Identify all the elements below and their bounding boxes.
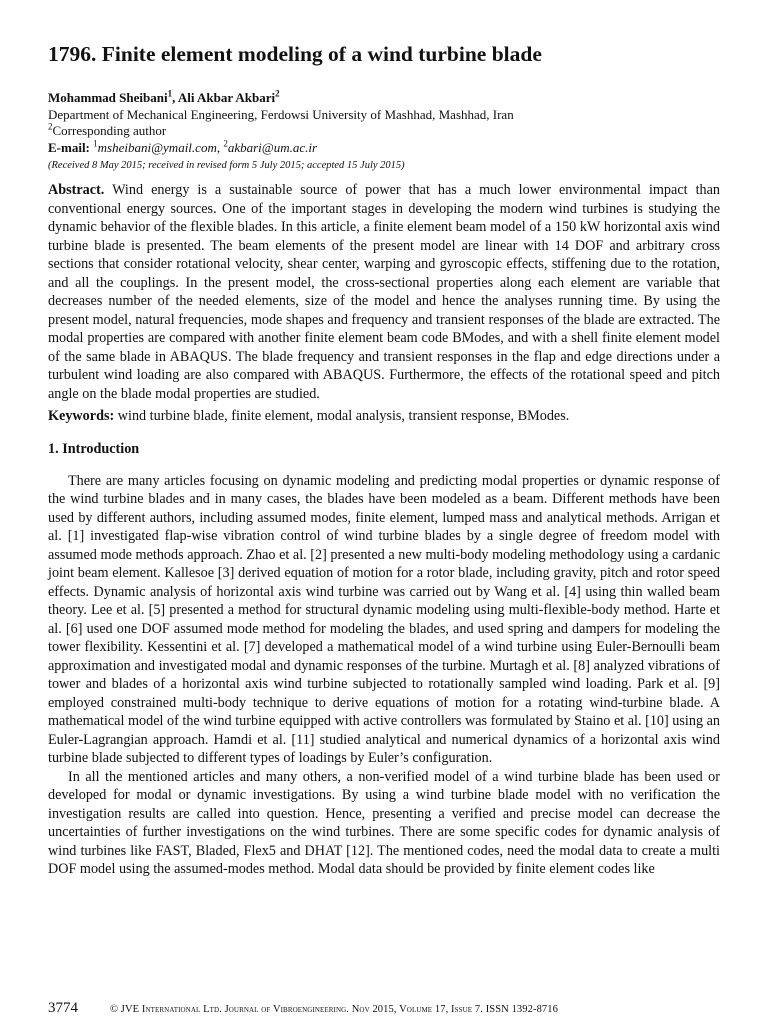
email-address[interactable]: msheibani@ymail.com xyxy=(97,139,217,155)
email-superscript: 1 xyxy=(93,138,98,149)
received-dates: (Received 8 May 2015; received in revised form 5 July 2015; accepted 15 July 2015) xyxy=(48,160,405,171)
email-line xyxy=(48,140,720,157)
email-separator: , xyxy=(216,139,224,155)
authors-line xyxy=(48,90,720,107)
corresponding-label: Corresponding author xyxy=(52,123,167,138)
body-paragraph: In all the mentioned articles and many others, a non-verified model of a wind turbine blade has been used or developed for modal or dynamic investigations. By using a wind turbine blade model with no verification the investigation results are called into question. Hence, presenting a verified and precise model can decrease the uncertainties of further investigations on the wind turbines. There are some specific codes for dynamic analysis of wind turbines like FAST, Bladed, Flex5 and DHAT [12]. The mentioned codes, need the modal data to create a multi DOF model using the assumed-modes method. Modal data should be provided by finite element codes like xyxy=(48,768,720,877)
author-name: Ali Akbar Akbari xyxy=(177,90,276,105)
corresponding-superscript: 2 xyxy=(48,121,53,132)
keywords-label: Keywords: xyxy=(48,408,115,424)
corresponding-author xyxy=(48,123,720,140)
author-separator: , xyxy=(172,90,178,105)
email-label: E-mail: xyxy=(48,139,90,155)
journal-citation: © JVE International Ltd. Journal of Vibroengineering. Nov 2015, Volume 17, Issue 7. ISSN 1392-8716 xyxy=(110,1004,558,1015)
page-footer xyxy=(48,1001,720,1019)
body-paragraph: There are many articles focusing on dynamic modeling and predicting modal properties or dynamic response of the wind turbine blades and in many cases, the blades have been modeled as a beam. Different methods have been used by different authors, including assumed modes, finite element, lumped mass and analytical methods. Arrigan et al. [1] investigated flap-wise vibration control of wind turbine blades by a single degree of freedom model with assumed mode methods approach. Zhao et al. [2] presented a new multi-body modeling methodology using a cardanic joint beam element. Kallesoe [3] derived equation of motion for a rotor blade, including gravity, pitch and rotor speed effects. Dynamic analysis of horizontal axis wind turbine was carried out by Wang et al. [4] using thin walled beam theory. Lee et al. [5] presented a method for structural dynamic modeling using multi-flexible-body method. Harte et al. [6] used one DOF assumed mode method for modeling the blades, and used spring and dampers for modeling the tower flexibility. Kessentini et al. [7] developed a mathematical model of a wind turbine using Euler-Bernoulli beam approximation and investigated modal and dynamic responses of the turbine. Murtagh et al. [8] analyzed vibrations of tower and blades of a horizontal axis wind turbine subjected to rotationally sampled wind loading. Park et al. [9] employed constrained multi-body technique to derive equations of motion for a rotating wind-turbine blade. A mathematical model of the wind turbine equipped with active controllers was formulated by Staino et al. [10] using an Euler-Lagrangian approach. Hamdi et al. [11] studied analytical and numerical dynamics of a horizontal axis wind turbine blade subjected to different types of loadings by Euler’s configuration. xyxy=(48,472,720,766)
abstract-label: Abstract. xyxy=(48,182,105,198)
author-superscript: 2 xyxy=(275,88,280,99)
paper-page xyxy=(48,40,720,879)
abstract xyxy=(48,181,720,403)
abstract-text: Wind energy is a sustainable source of power that has a much lower environmental impact than conventional energy sources. One of the important stages in developing the modern wind turbines is studying the dynamic behavior of the flexible blades. In this article, a finite element beam model of a 150 kW horizontal axis wind turbine blade is presented. The beam elements of the present model are linear with 14 DOF and arbitrary cross sections that consider rotational velocity, shear center, warping and gyroscopic effects, stiffening due to the rotation, and all the couplings. In the present model, the cross-sectional properties along each element are variable that decreases number of the needed elements, size of the model and hence the analyses running time. By using the present model, natural frequencies, mode shapes and frequency and transient responses of the blade are extracted. The modal properties are compared with another finite element beam code BModes, and with a shell finite element model of the same blade in ABAQUS. The blade frequency and transient responses in the flap and edge directions under a turbulent wind loading are also compared with ABAQUS. Furthermore, the effects of the rotational speed and pitch angle on the blade modal properties are studied. xyxy=(48,182,720,402)
email-address[interactable]: akbari@um.ac.ir xyxy=(227,139,318,155)
author-block xyxy=(48,90,720,173)
page-number: 3774 xyxy=(48,1000,78,1016)
author-name: Mohammad Sheibani xyxy=(48,90,168,105)
author-superscript: 1 xyxy=(167,88,173,99)
email-superscript: 2 xyxy=(223,138,228,149)
paper-title: 1796. Finite element modeling of a wind turbine blade xyxy=(48,42,542,66)
section-heading: 1. Introduction xyxy=(48,440,140,457)
keywords xyxy=(48,407,720,426)
keywords-text: wind turbine blade, finite element, modal analysis, transient response, BModes. xyxy=(117,408,570,424)
affiliation: Department of Mechanical Engineering, Ferdowsi University of Mashhad, Mashhad, Iran xyxy=(48,106,514,122)
